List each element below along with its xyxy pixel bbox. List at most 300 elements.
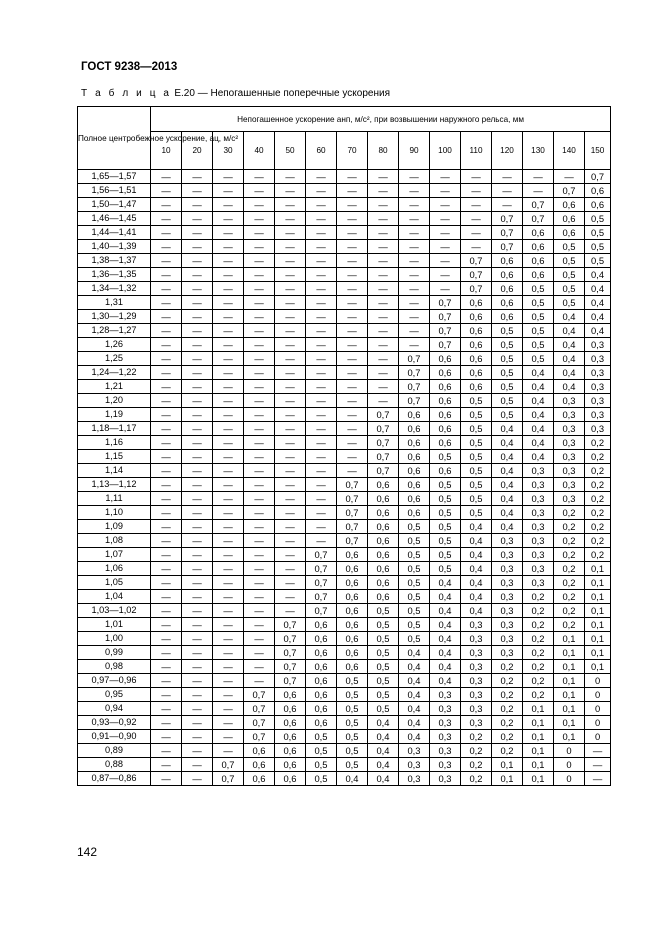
table-cell: — <box>151 590 182 604</box>
table-cell: 0,6 <box>337 604 368 618</box>
table-cell: 0,2 <box>492 716 523 730</box>
row-label: 1,65—1,57 <box>78 170 151 184</box>
table-cell: — <box>275 324 306 338</box>
table-cell: 0,1 <box>585 646 611 660</box>
table-cell: 0,6 <box>306 688 337 702</box>
table-cell: 0,7 <box>523 212 554 226</box>
table-cell: — <box>151 422 182 436</box>
table-cell: — <box>275 380 306 394</box>
table-cell: 0,7 <box>461 282 492 296</box>
table-cell: — <box>244 324 275 338</box>
table-cell: — <box>337 380 368 394</box>
table-cell: 0,1 <box>554 646 585 660</box>
table-row <box>78 170 611 184</box>
table-cell: — <box>213 394 244 408</box>
table-cell: — <box>306 254 337 268</box>
table-cell: — <box>213 506 244 520</box>
table-cell: — <box>244 646 275 660</box>
table-cell: — <box>151 352 182 366</box>
table-cell: 0,6 <box>461 380 492 394</box>
document-header: ГОСТ 9238—2013 <box>81 61 178 73</box>
table-cell: 0,6 <box>337 632 368 646</box>
table-cell: — <box>213 366 244 380</box>
table-cell: — <box>430 184 461 198</box>
table-cell: 0,6 <box>337 562 368 576</box>
table-cell: — <box>182 590 213 604</box>
table-cell: — <box>306 296 337 310</box>
row-label: 1,38—1,37 <box>78 254 151 268</box>
table-cell: 0,4 <box>399 702 430 716</box>
table-cell: 0,4 <box>461 576 492 590</box>
table-cell: 0,3 <box>461 674 492 688</box>
table-cell: 0,4 <box>523 408 554 422</box>
table-cell: 0,5 <box>368 660 399 674</box>
table-cell: — <box>461 198 492 212</box>
page-number: 142 <box>77 845 98 859</box>
table-cell: 0,5 <box>554 296 585 310</box>
table-cell: 0,5 <box>368 702 399 716</box>
table-cell: 0,5 <box>430 478 461 492</box>
table-cell: 0,3 <box>554 450 585 464</box>
table-cell: — <box>182 380 213 394</box>
table-cell: 0,4 <box>492 464 523 478</box>
table-cell: — <box>182 632 213 646</box>
table-cell: 0,2 <box>523 618 554 632</box>
table-cell: — <box>337 394 368 408</box>
table-cell: 0,3 <box>399 744 430 758</box>
table-cell: 0,4 <box>492 422 523 436</box>
table-cell: 0,6 <box>368 576 399 590</box>
table-cell: — <box>492 198 523 212</box>
table-cell: 0,6 <box>306 660 337 674</box>
table-cell: 0,5 <box>461 450 492 464</box>
table-cell: 0,3 <box>585 338 611 352</box>
table-cell: — <box>182 268 213 282</box>
table-cell: — <box>337 310 368 324</box>
table-cell: — <box>182 702 213 716</box>
row-label: 1,06 <box>78 562 151 576</box>
table-cell: 0,3 <box>492 646 523 660</box>
table-cell: — <box>182 296 213 310</box>
table-row <box>78 352 611 366</box>
table-cell: 0,7 <box>554 184 585 198</box>
table-cell: — <box>213 590 244 604</box>
table-cell: — <box>151 436 182 450</box>
table-cell: 0,3 <box>585 394 611 408</box>
table-cell: — <box>306 324 337 338</box>
table-cell: — <box>244 212 275 226</box>
table-cell: — <box>399 282 430 296</box>
row-label: 1,01 <box>78 618 151 632</box>
table-cell: 0,5 <box>523 282 554 296</box>
table-cell: 0,5 <box>461 492 492 506</box>
table-cell: — <box>399 184 430 198</box>
table-row <box>78 380 611 394</box>
table-row <box>78 702 611 716</box>
table-cell: 0,6 <box>461 366 492 380</box>
table-cell: 0,6 <box>430 380 461 394</box>
table-cell: 0,6 <box>461 296 492 310</box>
table-cell: 0,5 <box>492 380 523 394</box>
table-cell: 0,5 <box>399 604 430 618</box>
table-cell: — <box>213 520 244 534</box>
table-cell: — <box>399 338 430 352</box>
table-cell: 0,7 <box>368 436 399 450</box>
table-cell: 0,5 <box>306 772 337 786</box>
row-label: 0,93—0,92 <box>78 716 151 730</box>
table-cell: 0,4 <box>554 338 585 352</box>
table-cell: — <box>275 450 306 464</box>
table-cell: — <box>368 198 399 212</box>
table-cell: — <box>151 506 182 520</box>
table-cell: 0,7 <box>275 646 306 660</box>
table-cell: — <box>461 170 492 184</box>
table-cell: 0,7 <box>585 170 611 184</box>
row-label: 1,25 <box>78 352 151 366</box>
table-cell: 0,1 <box>492 758 523 772</box>
table-cell: — <box>151 604 182 618</box>
table-cell: — <box>554 170 585 184</box>
table-cell: 0,6 <box>306 632 337 646</box>
table-cell: 0,4 <box>461 562 492 576</box>
table-cell: 0,6 <box>554 226 585 240</box>
table-cell: — <box>523 184 554 198</box>
table-cell: 0,4 <box>399 646 430 660</box>
table-cell: 0,2 <box>492 702 523 716</box>
table-cell: — <box>151 324 182 338</box>
table-cell: 0,6 <box>430 436 461 450</box>
table-cell: 0,3 <box>523 520 554 534</box>
table-cell: — <box>337 408 368 422</box>
table-cell: 0,6 <box>430 352 461 366</box>
table-cell: 0,3 <box>492 534 523 548</box>
table-cell: — <box>213 380 244 394</box>
table-cell: 0,7 <box>492 240 523 254</box>
table-cell: — <box>368 366 399 380</box>
table-cell: — <box>213 688 244 702</box>
table-cell: 0,7 <box>213 758 244 772</box>
table-cell: — <box>430 268 461 282</box>
table-cell: 0,2 <box>554 604 585 618</box>
column-header-30: 30 <box>213 132 244 170</box>
row-label: 1,40—1,39 <box>78 240 151 254</box>
table-row <box>78 674 611 688</box>
table-cell: — <box>275 366 306 380</box>
column-header-120: 120 <box>492 132 523 170</box>
table-cell: 0,7 <box>213 772 244 786</box>
table-cell: — <box>430 212 461 226</box>
table-cell: 0,4 <box>430 590 461 604</box>
table-cell: 0,3 <box>461 632 492 646</box>
table-cell: 0,7 <box>306 548 337 562</box>
table-cell: — <box>275 268 306 282</box>
row-label: 1,36—1,35 <box>78 268 151 282</box>
table-cell: — <box>182 506 213 520</box>
table-cell: — <box>337 240 368 254</box>
table-cell: — <box>306 394 337 408</box>
table-cell: 0,5 <box>399 534 430 548</box>
column-header-60: 60 <box>306 132 337 170</box>
table-row <box>78 310 611 324</box>
table-row <box>78 394 611 408</box>
table-cell: 0,6 <box>523 240 554 254</box>
table-cell: 0,1 <box>585 604 611 618</box>
table-cell: — <box>213 604 244 618</box>
table-cell: — <box>182 352 213 366</box>
table-cell: 0,4 <box>523 450 554 464</box>
table-caption-prefix: Т а б л и ц а <box>81 88 172 99</box>
table-cell: 0,5 <box>399 590 430 604</box>
table-cell: 0,5 <box>461 408 492 422</box>
table-cell: 0,5 <box>337 758 368 772</box>
table-cell: — <box>182 660 213 674</box>
table-cell: 0,5 <box>492 394 523 408</box>
table-cell: — <box>182 478 213 492</box>
table-cell: 0,7 <box>337 492 368 506</box>
table-cell: — <box>151 282 182 296</box>
table-cell: — <box>244 198 275 212</box>
table-cell: 0,3 <box>523 478 554 492</box>
table-cell: 0,5 <box>430 506 461 520</box>
table-cell: — <box>399 240 430 254</box>
table-cell: — <box>244 576 275 590</box>
table-cell: — <box>151 646 182 660</box>
table-cell: — <box>182 240 213 254</box>
table-cell: — <box>306 198 337 212</box>
table-cell: — <box>337 268 368 282</box>
table-cell: — <box>213 646 244 660</box>
row-label: 1,28—1,27 <box>78 324 151 338</box>
row-label: 1,11 <box>78 492 151 506</box>
row-label: 1,09 <box>78 520 151 534</box>
table-cell: 0,5 <box>430 548 461 562</box>
table-cell: — <box>368 184 399 198</box>
table-cell: — <box>275 212 306 226</box>
table-cell: — <box>213 240 244 254</box>
table-cell: — <box>182 310 213 324</box>
table-row <box>78 772 611 786</box>
table-cell: 0 <box>585 716 611 730</box>
table-cell: 0,3 <box>461 688 492 702</box>
column-header-140: 140 <box>554 132 585 170</box>
table-cell: — <box>213 492 244 506</box>
table-cell: 0,1 <box>585 660 611 674</box>
table-cell: — <box>244 310 275 324</box>
table-cell: 0,3 <box>523 562 554 576</box>
table-cell: 0,4 <box>585 268 611 282</box>
table-cell: 0,6 <box>430 366 461 380</box>
table-cell: — <box>275 520 306 534</box>
table-cell: 0,5 <box>399 576 430 590</box>
table-cell: — <box>585 744 611 758</box>
table-cell: 0,6 <box>585 184 611 198</box>
table-caption <box>81 88 390 99</box>
table-row <box>78 478 611 492</box>
table-cell: 0,3 <box>399 758 430 772</box>
table-cell: 0,5 <box>368 618 399 632</box>
table-cell: 0,5 <box>337 702 368 716</box>
table-body <box>78 170 611 786</box>
table-cell: 0,2 <box>492 730 523 744</box>
row-label: 0,91—0,90 <box>78 730 151 744</box>
table-cell: — <box>213 478 244 492</box>
row-label: 1,03—1,02 <box>78 604 151 618</box>
table-cell: — <box>275 408 306 422</box>
table-cell: 0,2 <box>492 674 523 688</box>
table-cell: — <box>244 534 275 548</box>
table-cell: — <box>337 212 368 226</box>
table-cell: — <box>182 772 213 786</box>
table-cell: — <box>213 408 244 422</box>
table-cell: 0,7 <box>430 338 461 352</box>
table-cell: 0,4 <box>585 296 611 310</box>
table-cell: 0,3 <box>492 618 523 632</box>
column-header-100: 100 <box>430 132 461 170</box>
table-cell: 0,4 <box>430 576 461 590</box>
table-cell: 0,5 <box>554 268 585 282</box>
table-cell: — <box>399 226 430 240</box>
table-cell: — <box>244 408 275 422</box>
table-cell: 0,2 <box>461 758 492 772</box>
table-cell: 0,5 <box>430 534 461 548</box>
table-caption-text: Е.20 — Непогашенные поперечные ускорения <box>174 88 390 99</box>
table-cell: — <box>213 352 244 366</box>
table-cell: 0,3 <box>554 436 585 450</box>
table-cell: 0,6 <box>523 254 554 268</box>
table-cell: 0,3 <box>399 772 430 786</box>
table-cell: — <box>182 324 213 338</box>
table-cell: — <box>368 380 399 394</box>
table-cell: 0,1 <box>554 660 585 674</box>
table-cell: — <box>244 352 275 366</box>
table-cell: 0,4 <box>430 660 461 674</box>
table-cell: 0,2 <box>585 478 611 492</box>
table-cell: 0,5 <box>337 744 368 758</box>
table-cell: 0,1 <box>585 562 611 576</box>
table-cell: — <box>244 366 275 380</box>
column-header-90: 90 <box>399 132 430 170</box>
table-cell: 0,3 <box>461 702 492 716</box>
table-row <box>78 324 611 338</box>
column-header-20: 20 <box>182 132 213 170</box>
row-label: 1,14 <box>78 464 151 478</box>
table-cell: — <box>244 618 275 632</box>
table-cell: — <box>306 310 337 324</box>
table-cell: — <box>244 660 275 674</box>
table-cell: 0,6 <box>399 422 430 436</box>
row-label: 1,18—1,17 <box>78 422 151 436</box>
table-cell: 0,5 <box>368 688 399 702</box>
table-cell: — <box>151 744 182 758</box>
table-row <box>78 338 611 352</box>
row-label: 1,31 <box>78 296 151 310</box>
table-cell: 0,1 <box>585 590 611 604</box>
table-cell: — <box>213 268 244 282</box>
table-cell: 0,2 <box>492 744 523 758</box>
table-cell: 0,1 <box>523 730 554 744</box>
table-row <box>78 520 611 534</box>
table-cell: 0,6 <box>368 562 399 576</box>
table-cell: 0,4 <box>492 450 523 464</box>
table-cell: 0,6 <box>492 310 523 324</box>
table-cell: 0,3 <box>430 730 461 744</box>
table-cell: — <box>244 226 275 240</box>
table-cell: — <box>244 282 275 296</box>
table-cell: 0,5 <box>368 604 399 618</box>
table-cell: — <box>306 226 337 240</box>
table-cell: 0,3 <box>461 646 492 660</box>
table-cell: — <box>399 324 430 338</box>
acceleration-table <box>77 106 611 786</box>
table-cell: 0 <box>585 674 611 688</box>
table-cell: — <box>430 254 461 268</box>
table-cell: 0,3 <box>430 702 461 716</box>
table-cell: 0,7 <box>306 562 337 576</box>
table-cell: 0,5 <box>461 436 492 450</box>
table-cell: — <box>275 352 306 366</box>
table-cell: — <box>213 198 244 212</box>
table-cell: 0,6 <box>275 688 306 702</box>
table-cell: 0,6 <box>399 492 430 506</box>
table-cell: — <box>306 478 337 492</box>
table-cell: — <box>182 170 213 184</box>
table-cell: — <box>213 660 244 674</box>
table-cell: 0,2 <box>523 674 554 688</box>
table-row <box>78 212 611 226</box>
table-cell: 0,7 <box>306 590 337 604</box>
table-cell: 0,7 <box>430 324 461 338</box>
table-cell: 0,4 <box>523 436 554 450</box>
table-cell: 0,4 <box>461 590 492 604</box>
table-cell: 0,6 <box>554 198 585 212</box>
table-cell: 0,4 <box>461 548 492 562</box>
table-cell: 0,7 <box>492 226 523 240</box>
table-cell: 0,5 <box>492 352 523 366</box>
table-cell: — <box>182 212 213 226</box>
table-cell: 0,4 <box>430 674 461 688</box>
row-label: 0,99 <box>78 646 151 660</box>
table-cell: — <box>275 436 306 450</box>
table-cell: — <box>306 282 337 296</box>
table-cell: 0,4 <box>430 618 461 632</box>
table-row <box>78 464 611 478</box>
table-cell: — <box>306 352 337 366</box>
table-cell: 0,3 <box>430 716 461 730</box>
table-cell: — <box>182 646 213 660</box>
table-row <box>78 506 611 520</box>
table-cell: — <box>182 408 213 422</box>
table-cell: — <box>182 464 213 478</box>
table-cell: — <box>182 254 213 268</box>
table-cell: — <box>368 240 399 254</box>
table-cell: 0,4 <box>585 310 611 324</box>
table-cell: — <box>244 450 275 464</box>
table-cell: — <box>151 296 182 310</box>
table-cell: — <box>523 170 554 184</box>
table-cell: — <box>244 338 275 352</box>
table-cell: — <box>275 478 306 492</box>
table-cell: — <box>182 744 213 758</box>
table-cell: — <box>306 422 337 436</box>
table-cell: 0,5 <box>554 282 585 296</box>
table-cell: — <box>368 296 399 310</box>
table-cell: — <box>213 534 244 548</box>
table-cell: 0,5 <box>337 688 368 702</box>
table-cell: 0,6 <box>461 338 492 352</box>
table-cell: — <box>151 492 182 506</box>
table-cell: — <box>151 268 182 282</box>
table-row <box>78 282 611 296</box>
